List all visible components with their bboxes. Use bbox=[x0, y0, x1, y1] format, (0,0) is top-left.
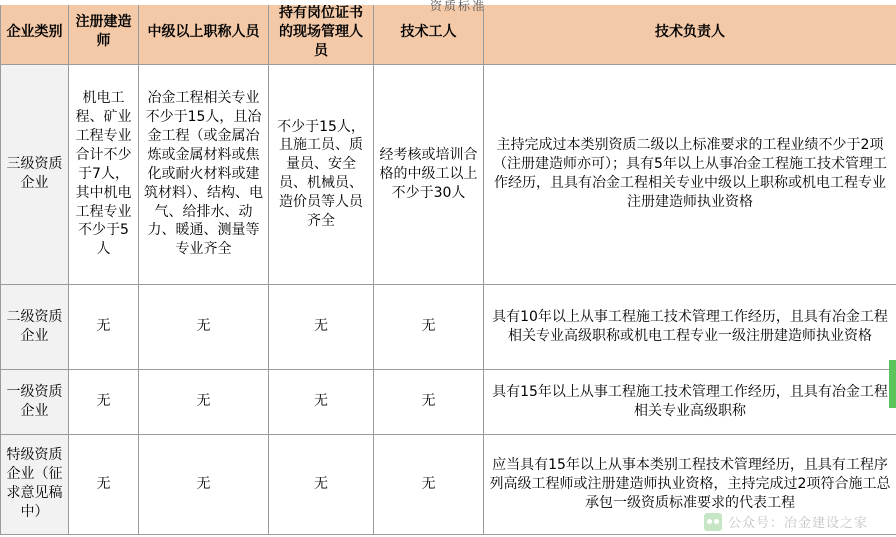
column-header-category: 企业类别 bbox=[1, 1, 69, 65]
table-row bbox=[1, 434, 896, 534]
cell-level2-technical-leader: 具有10年以上从事工程施工技术管理工作经历，且具有冶金工程相关专业高级职称或机电工程专业一级注册建造师执业资格 bbox=[484, 284, 896, 369]
table-row bbox=[1, 369, 896, 434]
cell-special-site-management-staff: 无 bbox=[269, 434, 374, 534]
table-row bbox=[1, 64, 896, 284]
row-header-level1: 一级资质企业 bbox=[1, 369, 69, 434]
cell-level1-site-management-staff: 无 bbox=[269, 369, 374, 434]
cell-special-registered-builder: 无 bbox=[69, 434, 139, 534]
cell-level3-midlevel-title-staff: 冶金工程相关专业不少于15人，且冶金工程（或金属冶炼或金属材料或焦化或耐火材料或建筑材料）、结构、电气、给排水、动力、暖通、测量等专业齐全 bbox=[139, 64, 269, 284]
top-fragment-text: 资质标准 bbox=[430, 0, 487, 13]
row-header-level2: 二级资质企业 bbox=[1, 284, 69, 369]
cell-special-technical-workers: 无 bbox=[374, 434, 484, 534]
cell-level2-registered-builder: 无 bbox=[69, 284, 139, 369]
cell-level1-technical-workers: 无 bbox=[374, 369, 484, 434]
top-cropped-strip bbox=[0, 0, 896, 13]
cell-level3-site-management-staff: 不少于15人，且施工员、质量员、安全员、机械员、造价员等人员齐全 bbox=[269, 64, 374, 284]
cell-special-midlevel-title-staff: 无 bbox=[139, 434, 269, 534]
cell-level2-site-management-staff: 无 bbox=[269, 284, 374, 369]
table-row bbox=[1, 284, 896, 369]
column-header-technical-leader: 技术负责人 bbox=[484, 1, 896, 65]
cell-level3-technical-leader: 主持完成过本类别资质二级以上标准要求的工程业绩不少于2项（注册建造师亦可）；具有5年以上从事冶金工程施工技术管理工作经历，且具有冶金工程相关专业中级以上职称或机电工程专业注册建造师执业资格 bbox=[484, 64, 896, 284]
cell-level1-registered-builder: 无 bbox=[69, 369, 139, 434]
column-header-technical-workers: 技术工人 bbox=[374, 1, 484, 65]
row-header-special: 特级资质企业（征求意见稿中） bbox=[1, 434, 69, 534]
cell-special-technical-leader: 应当具有15年以上从事本类别工程技术管理经历，且具有工程序列高级工程师或注册建造师执业资格，主持完成过2项符合施工总承包一级资质标准要求的代表工程 bbox=[484, 434, 896, 534]
cell-level3-technical-workers: 经考核或培训合格的中级工以上不少于30人 bbox=[374, 64, 484, 284]
column-header-midlevel-title-staff: 中级以上职称人员 bbox=[139, 1, 269, 65]
right-edge-green-marker bbox=[889, 360, 896, 408]
column-header-registered-builder: 注册建造师 bbox=[69, 1, 139, 65]
cell-level2-technical-workers: 无 bbox=[374, 284, 484, 369]
watermark-label: 公众号：冶金建设之家 bbox=[727, 516, 868, 531]
cell-level1-midlevel-title-staff: 无 bbox=[139, 369, 269, 434]
cell-level3-registered-builder: 机电工程、矿业工程专业合计不少于7人，其中机电工程专业不少于5人 bbox=[69, 64, 139, 284]
column-header-site-management-staff: 持有岗位证书的现场管理人员 bbox=[269, 1, 374, 65]
cell-level1-technical-leader: 具有15年以上从事工程施工技术管理工作经历，且具有冶金工程相关专业高级职称 bbox=[484, 369, 896, 434]
row-header-level3: 三级资质企业 bbox=[1, 64, 69, 284]
cell-level2-midlevel-title-staff: 无 bbox=[139, 284, 269, 369]
